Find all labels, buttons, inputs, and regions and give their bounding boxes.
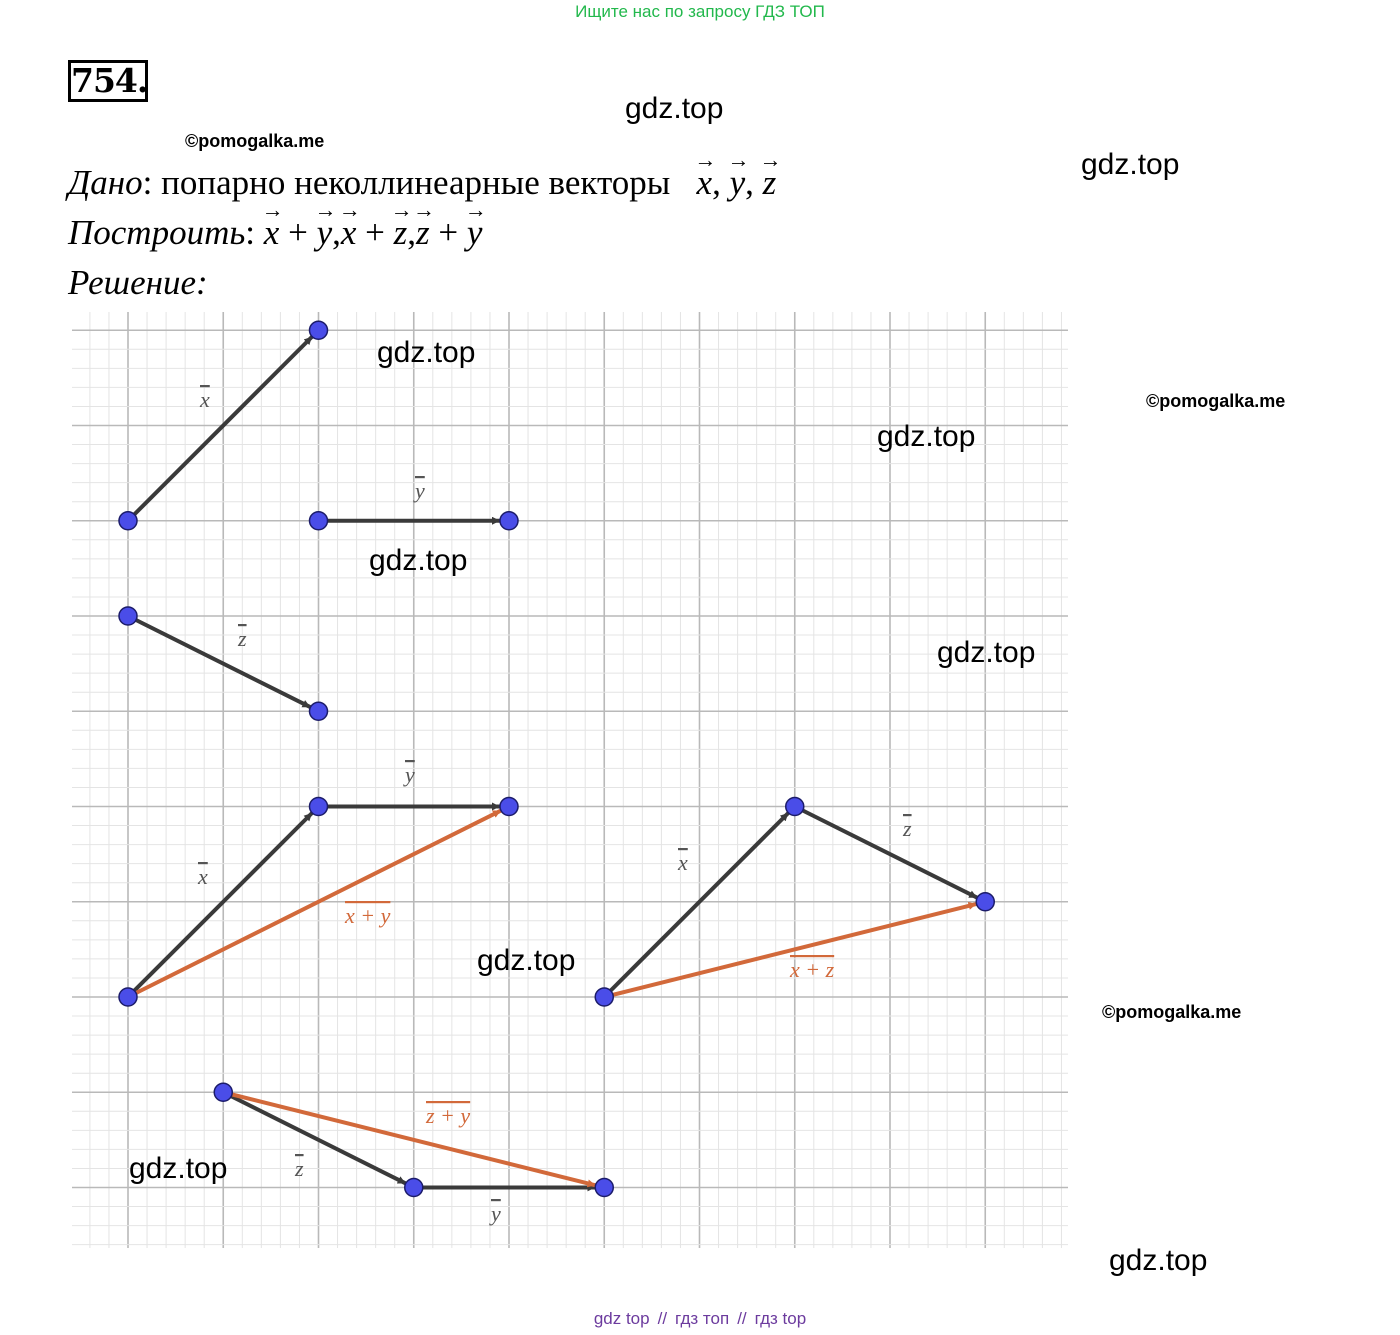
copyright-watermark: ©pomogalka.me — [1146, 391, 1286, 411]
bottom-link[interactable]: gdz top — [593, 1309, 650, 1328]
vector-label-z-plus-y: z + y — [426, 1103, 471, 1128]
vector-point — [119, 607, 137, 625]
vector-point — [310, 512, 328, 530]
points-layer — [119, 321, 994, 1196]
watermark: gdz.top — [625, 92, 724, 125]
link-separator: // — [657, 1309, 668, 1328]
vector-y-symbol: → y — [467, 213, 483, 253]
given-label: Дано — [68, 163, 143, 202]
vector-label-y: y — [491, 1201, 501, 1226]
vector-x-plus-y — [128, 811, 501, 997]
vector-y-symbol: → y — [317, 213, 333, 253]
solution-label: Решение: — [68, 263, 208, 302]
vector-z — [795, 807, 977, 898]
vector-label-x: x — [678, 850, 688, 875]
vector-x-symbol: → x — [341, 213, 357, 253]
separator: , — [745, 163, 754, 202]
watermark: gdz.top — [477, 944, 576, 977]
separator: , — [407, 213, 417, 252]
vector-point — [976, 893, 994, 911]
vector-z-symbol: → z — [394, 213, 408, 253]
vector-point — [500, 798, 518, 816]
bottom-links — [0, 1309, 1400, 1329]
plus-sign: + — [288, 213, 308, 252]
vector-label-y: y — [405, 762, 415, 787]
vector-label-z: z — [295, 1156, 304, 1181]
vector-point — [595, 988, 613, 1006]
watermark: gdz.top — [129, 1152, 228, 1185]
vector-label-x: x — [198, 864, 208, 889]
link-separator: // — [737, 1309, 747, 1328]
vector-label-y: y — [415, 478, 425, 503]
vector-point — [405, 1179, 423, 1197]
copyright-watermark: ©pomogalka.me — [185, 131, 325, 151]
vector-point — [310, 702, 328, 720]
vector-point — [310, 798, 328, 816]
watermark: gdz.top — [1109, 1244, 1208, 1277]
top-banner: Ищите нас по запросу ГДЗ ТОП — [575, 2, 825, 21]
colon: : — [245, 213, 256, 252]
vector-z-plus-y — [223, 1092, 595, 1185]
plus-sign: + — [365, 213, 385, 252]
watermark: gdz.top — [877, 420, 976, 453]
task-number: 754. — [68, 60, 148, 102]
vector-z-symbol: → z — [763, 163, 777, 203]
watermark: gdz.top — [937, 636, 1036, 669]
plus-sign: + — [438, 213, 459, 252]
watermark: gdz.top — [369, 544, 468, 577]
vector-point — [119, 988, 137, 1006]
construct-label: Построить — [68, 213, 246, 252]
separator: , — [712, 163, 721, 202]
vector-z — [223, 1092, 405, 1183]
vector-point — [595, 1179, 613, 1197]
given-text: : попарно неколлинеарные векторы — [142, 163, 671, 202]
vector-point — [310, 321, 328, 339]
vector-z — [128, 616, 310, 707]
vector-x — [604, 813, 788, 997]
vectors-layer — [128, 337, 977, 1188]
bottom-link[interactable]: гдз топ — [675, 1309, 730, 1328]
vector-point — [214, 1083, 232, 1101]
vector-point — [786, 798, 804, 816]
vector-x-symbol: → x — [697, 163, 713, 203]
vector-label-z: z — [238, 626, 247, 651]
watermark: gdz.top — [377, 336, 476, 369]
vector-label-z: z — [903, 816, 912, 841]
vector-label-x-plus-z: x + z — [790, 957, 835, 982]
bottom-link[interactable]: гдз top — [754, 1309, 807, 1328]
vector-x — [128, 813, 312, 997]
watermark: gdz.top — [1081, 148, 1180, 181]
vector-point — [500, 512, 518, 530]
vector-x — [128, 337, 312, 521]
separator: , — [332, 213, 341, 252]
vector-label-x-plus-y: x + y — [345, 903, 391, 928]
vector-x-plus-z — [604, 904, 976, 997]
copyright-watermark: ©pomogalka.me — [1102, 1002, 1242, 1022]
vector-y-symbol: → y — [730, 163, 746, 203]
vector-label-x: x — [200, 387, 210, 412]
vector-x-symbol: → x — [264, 213, 280, 253]
vector-z-symbol: → z — [416, 213, 430, 253]
vector-point — [119, 512, 137, 530]
